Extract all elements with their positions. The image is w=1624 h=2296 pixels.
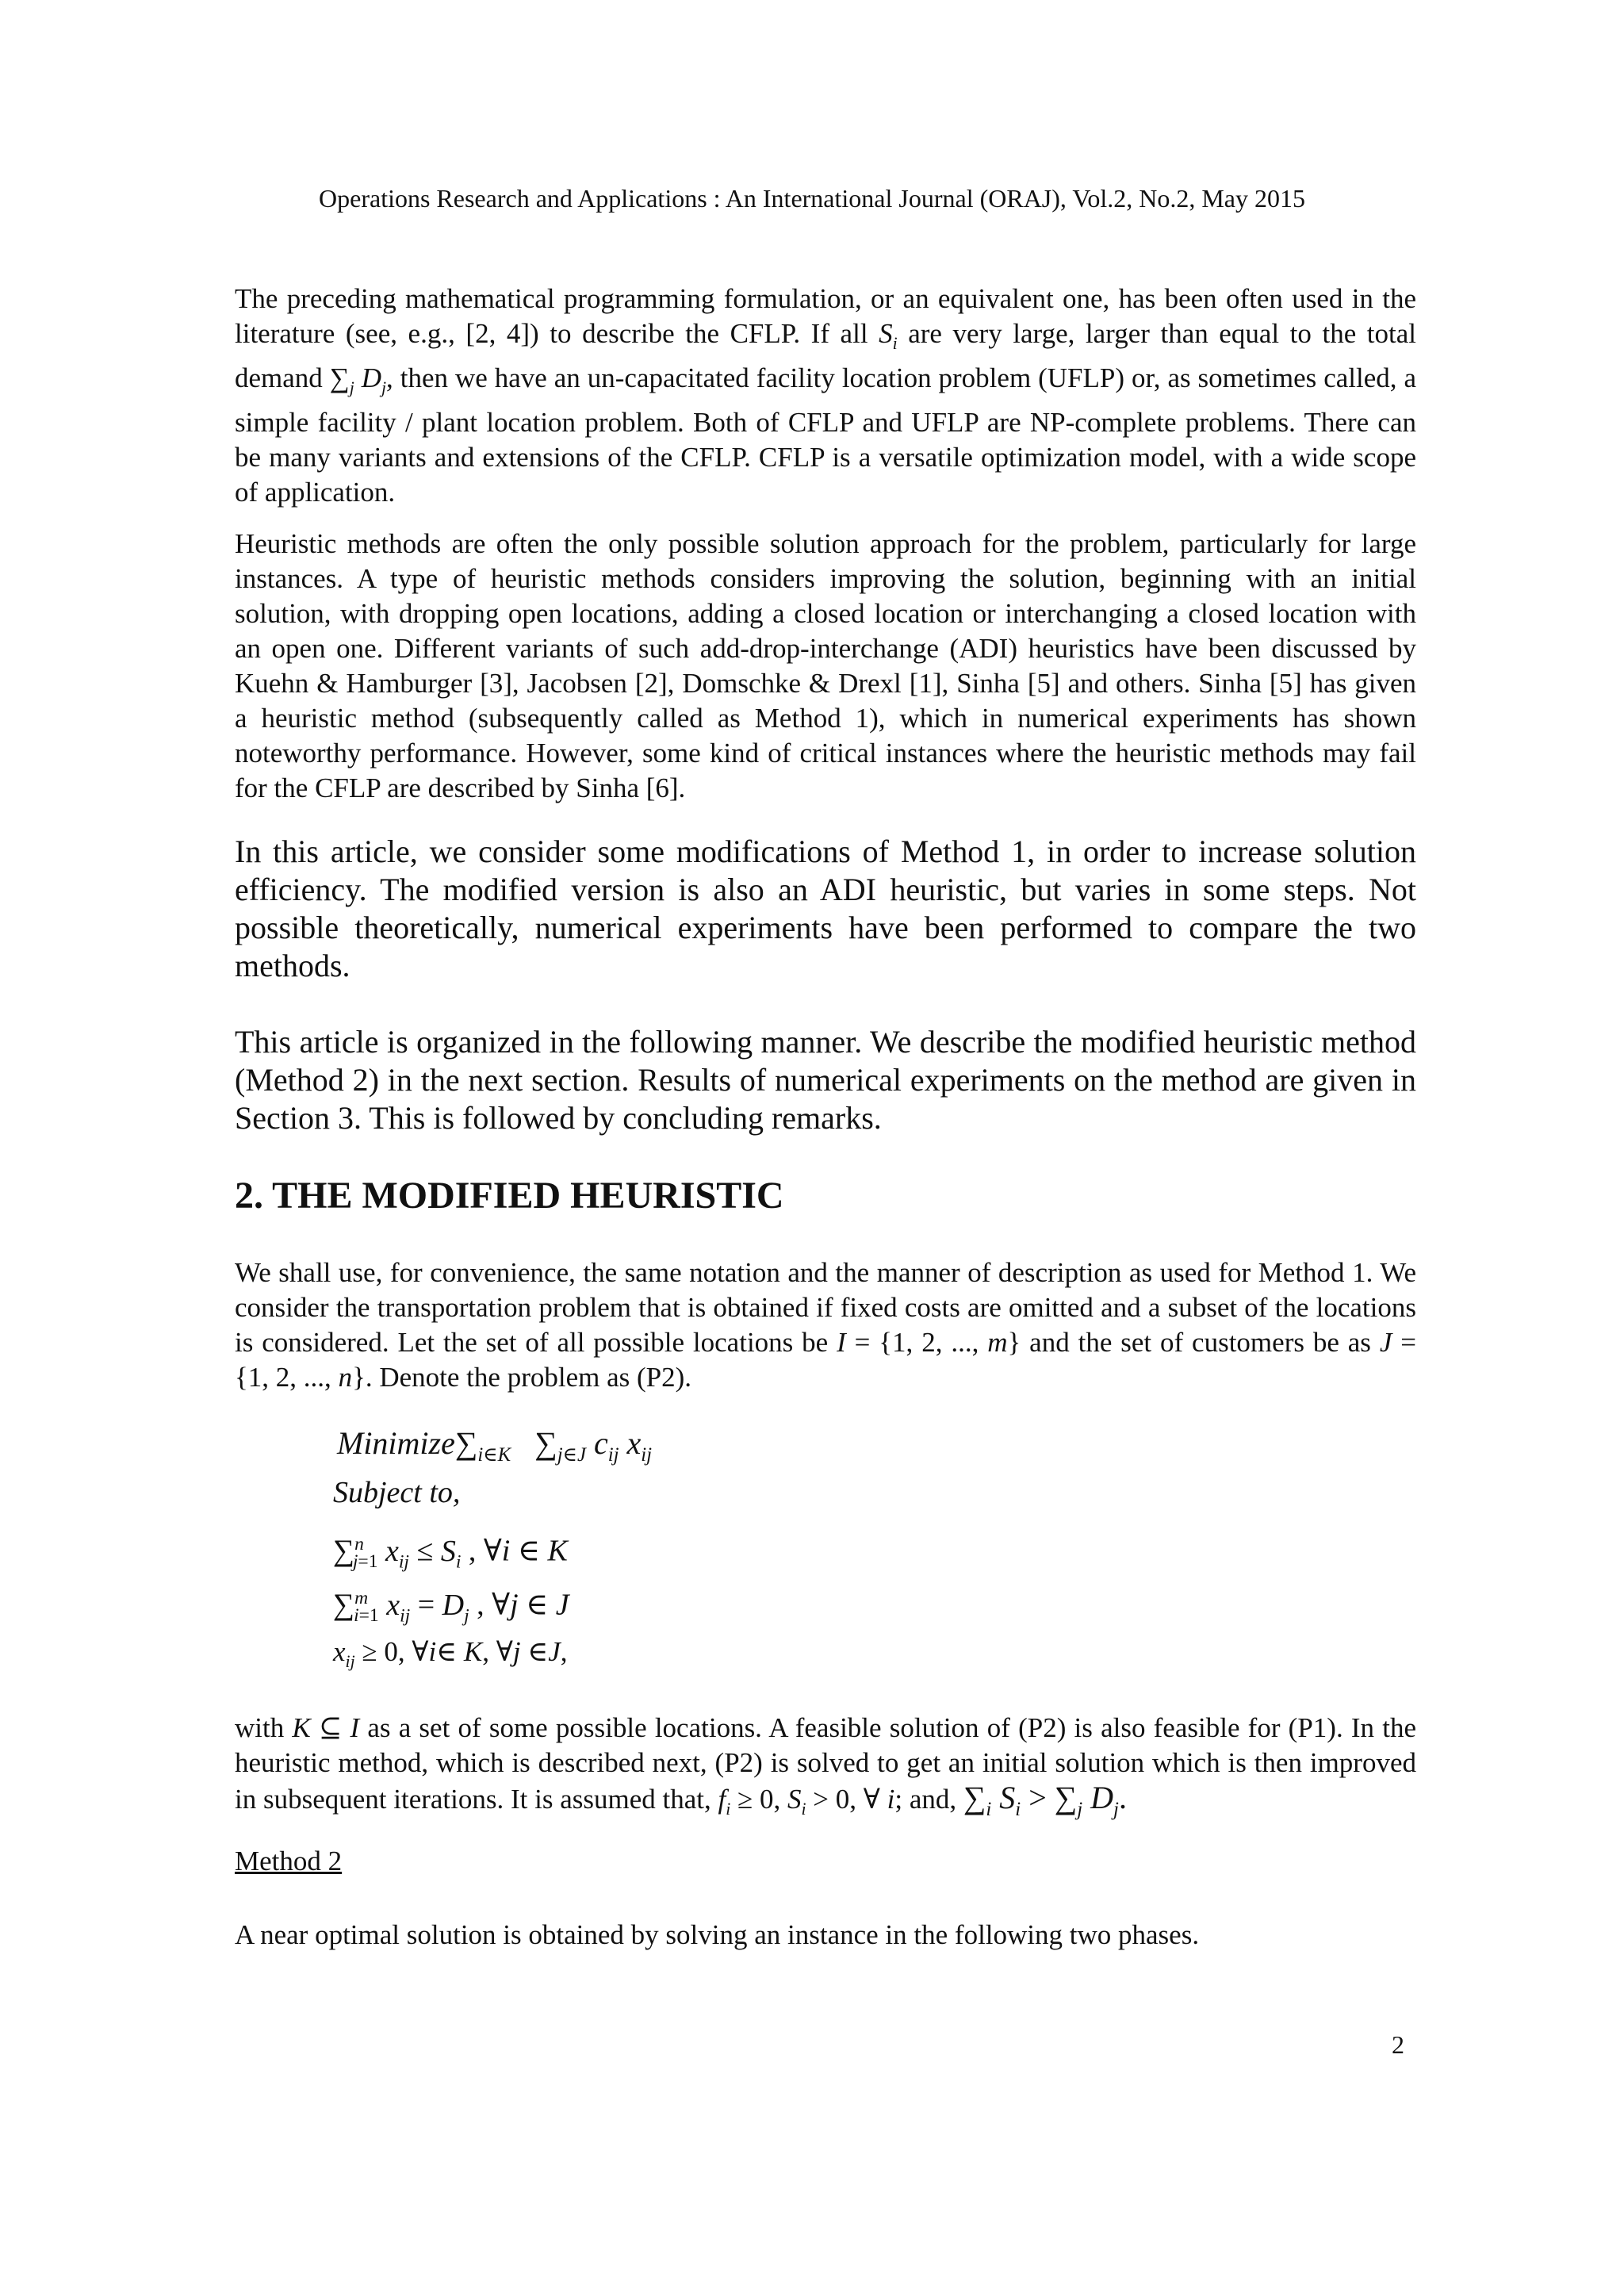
paragraph-7: A near optimal solution is obtained by solving an instance in the following two phases. [235,1919,1200,1950]
subject-to-label: Subject to, [333,1476,461,1509]
capacity-constraint: ∑$^n_{j=1}$ $x_{ij} \le S_i$ , ∀i ∈ K [333,1534,568,1573]
nonnegativity-constraint: $x_{ij} \ge 0$, ∀i∈ K, ∀j ∈J, [333,1636,568,1671]
paragraph-4: This article is organized in the following manner. We describe the modified heuristic method (Method 2) in the next section. Results of numerical experiments on the method are given in Section 3. This is followed by concluding remarks. [235,1024,1416,1136]
method-2-subheading: Method 2 [235,1846,343,1876]
running-header: Operations Research and Applications : An International Journal (ORAJ), Vol.2, No.2, May 2015 [319,184,1305,213]
objective-function: $Minimize\sum_{i\in K}$ $\sum_{j\in J}$ $c_{ij}$ $x_{ij}$ [337,1425,653,1466]
section-heading: 2. THE MODIFIED HEURISTIC [235,1175,784,1217]
paragraph-5: We shall use, for convenience, the same notation and the manner of description as used for Method 1. We consider the transportation problem that is obtained if fixed costs are omitted and a subset of the locations is considered. Let the set of all possible locations be I = {1, 2, ..., m} and the set of customers be as J = {1, 2, ..., n}. Denote the problem as (P2). [235,1257,1416,1393]
paragraph-2: Heuristic methods are often the only possible solution approach for the problem, particularly for large instances. A type of heuristic methods considers improving the solution, beginning with an initial solution, with dropping open locations, adding a closed location or interchanging a closed location with an open one. Different variants of such add-drop-interchange (ADI) heuristics have been discussed by Kuehn & Hamburger [3], Jacobsen [2], Domschke & Drexl [1], Sinha [5] and others. Sinha [5] has given a heuristic method (subsequently called as Method 1), which in numerical experiments has shown noteworthy performance. However, some kind of critical instances where the heuristic methods may fail for the CFLP are described by Sinha [6]. [235,528,1416,803]
paragraph-3: In this article, we consider some modifications of Method 1, in order to increase solution efficiency. The modified version is also an ADI heuristic, but varies in some steps. Not possible theoretically, numerical experiments have been performed to compare the two methods. [235,834,1416,983]
paragraph-6: with K ⊆ I as a set of some possible locations. A feasible solution of (P2) is also feasible for (P1). In the heuristic method, which is described next, (P2) is solved to get an initial solution which is then improved in subsequent iterations. It is assumed that, $f_i \ge 0$, $S_i > 0$, ∀ i; and, $\sum_i$ $S_i > \sum_j$ $D_j$. [235,1712,1416,1820]
paragraph-1: The preceding mathematical programming formulation, or an equivalent one, has been often used in the literature (see, e.g., [2, 4]) to describe the CFLP. If all $S_i$ are very large, larger than equal to the total demand $\sum_j$ $D_j$, then we have an un-capacitated facility location problem (UFLP) or, as sometimes called, a simple facility / plant location problem. Both of CFLP and UFLP are NP-complete problems. There can be many variants and extensions of the CFLP. CFLP is a versatile optimization model, with a wide scope of application. [235,283,1417,508]
page-number: 2 [1392,2030,1404,2059]
demand-constraint: ∑$^m_{i=1}$ $x_{ij} = D_j$ , ∀j ∈ J [333,1588,569,1627]
